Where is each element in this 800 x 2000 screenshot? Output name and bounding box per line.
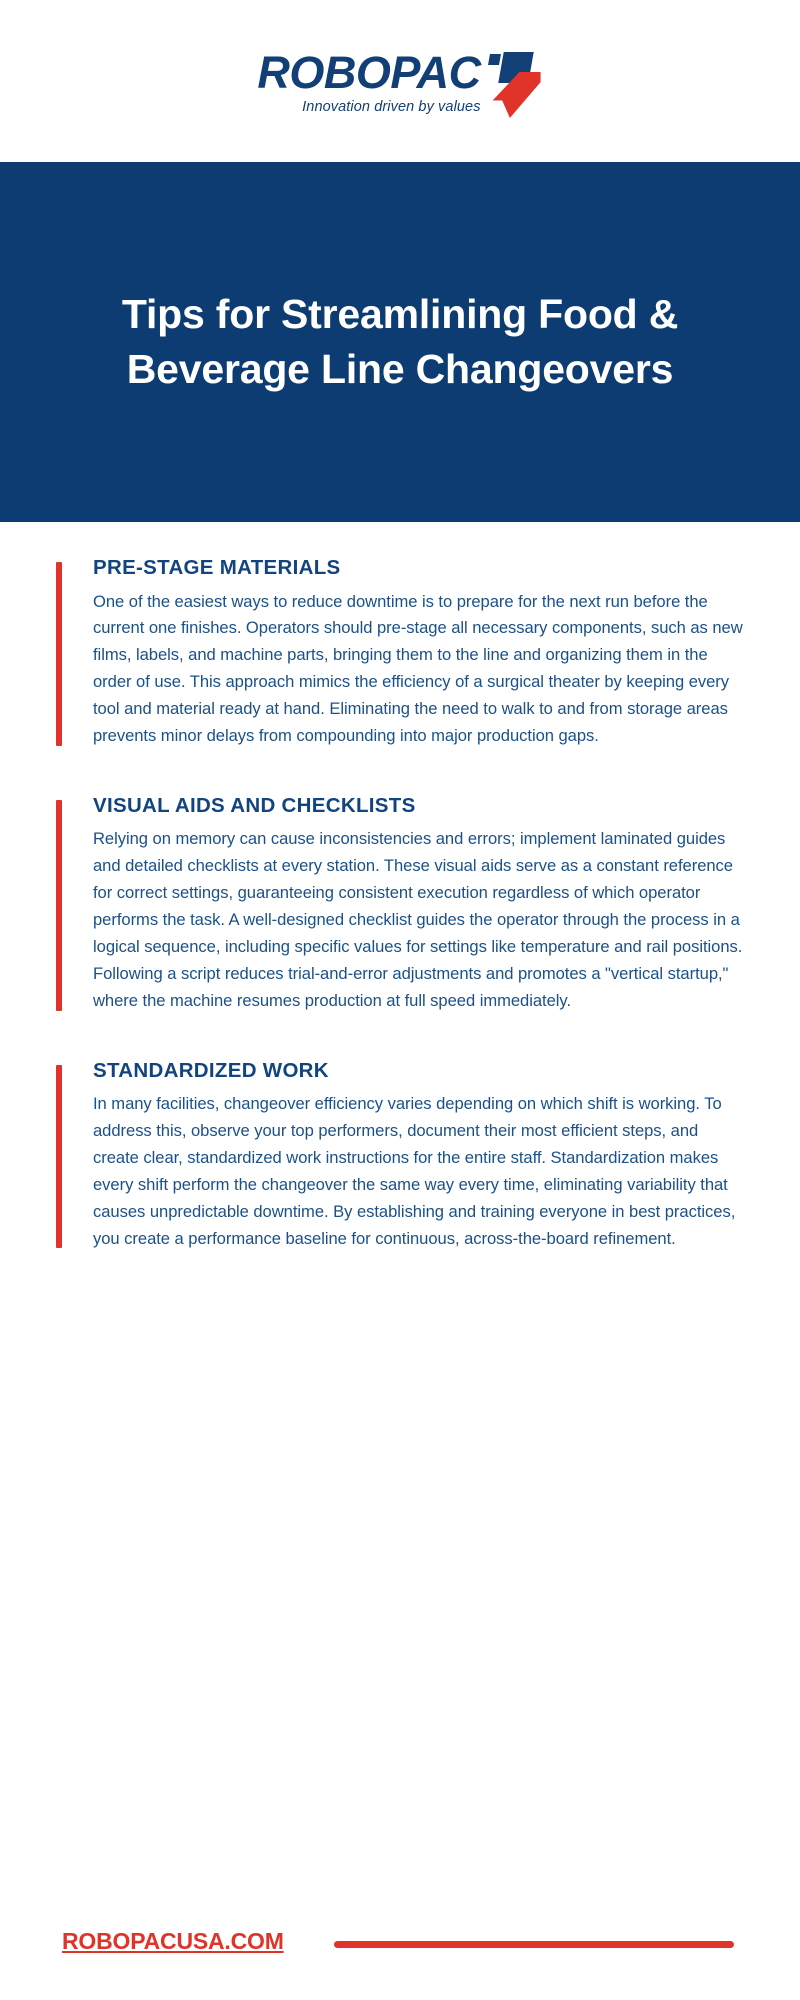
logo-wordblock (257, 47, 481, 115)
footer-divider-rule (334, 1941, 734, 1948)
red-accent-bar (56, 562, 62, 746)
logo-square-accent-icon (488, 54, 501, 65)
robopac-logo (257, 47, 542, 118)
logo-tagline: Innovation driven by values (302, 99, 481, 115)
title-banner (0, 162, 800, 522)
section-body: In many facilities, changeover efficiency varies depending on which shift is working. To address this, observe your top performers, document their most efficient steps, and create clear, standardized work instructions for the entire staff. Standardization makes every shift perform the changeover the same way every time, eliminating variability that causes unpredictable downtime. By establishing and training everyone in best practices, you create a performance baseline for continuous, across-the-board refinement. (93, 1094, 736, 1248)
red-accent-bar (56, 1065, 62, 1249)
page-footer (0, 1882, 800, 2000)
section-heading: STANDARDIZED WORK (93, 1058, 329, 1082)
tip-section (56, 1059, 744, 1253)
footer-website-link[interactable]: ROBOPACUSA.COM (62, 1927, 284, 1954)
page-title: Tips for Streamlining Food & Beverage Line Changeovers (121, 291, 679, 392)
tip-section (56, 556, 744, 750)
red-accent-bar (56, 800, 62, 1011)
tip-section (56, 794, 744, 1015)
section-body: One of the easiest ways to reduce downtime is to prepare for the next run before the current one finishes. Operators should pre-stage all necessary components, such as new films, labels, and machine parts, bringing them to the line and organizing them in the order of use. This approach mimics the efficiency of a surgical theater by keeping every tool and material ready at hand. Eliminating the need to walk to and from storage areas prevents minor delays from compounding into major production gaps. (93, 591, 743, 745)
section-body: Relying on memory can cause inconsistencies and errors; implement laminated guides and detailed checklists at every station. These visual aids serve as a constant reference for correct settings, guaranteeing consistent execution regardless of which operator performs the task. A well-designed checklist guides the operator through the process in a logical sequence, including specific values for settings like temperature and rail positions. Following a script reduces trial-and-error adjustments and promotes a "vertical startup," where the machine resumes production at full speed immediately. (93, 829, 743, 1010)
section-heading: VISUAL AIDS AND CHECKLISTS (93, 793, 416, 817)
tips-list (0, 522, 800, 1252)
logo-header (0, 0, 800, 162)
section-heading: PRE-STAGE MATERIALS (93, 556, 341, 579)
logo-wordmark: ROBOPAC (257, 47, 481, 98)
robopac-arrow-icon (487, 52, 543, 118)
